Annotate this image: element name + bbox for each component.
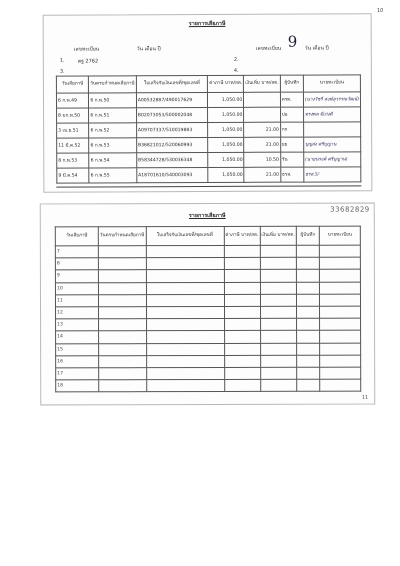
empty-cell — [99, 343, 146, 355]
empty-cell — [224, 245, 260, 257]
empty-cell — [260, 367, 296, 379]
empty-cell — [146, 380, 224, 392]
tax-amount: 1,050.00 — [208, 107, 244, 122]
col-header-extra: เงินเพิ่ม บาท/สต. — [260, 226, 296, 245]
empty-cell — [146, 355, 224, 367]
line-3-number: 3. — [59, 68, 65, 75]
empty-cell — [320, 343, 361, 355]
bleed-through-number: 33682829 — [330, 205, 370, 214]
empty-cell — [99, 355, 146, 367]
col-header-tax: ค่าภาษี บาท/สต. — [224, 226, 260, 245]
extra-amount — [244, 107, 280, 122]
empty-cell — [260, 343, 296, 355]
line-2-number: 2. — [233, 56, 239, 63]
empty-cell — [224, 294, 260, 306]
empty-cell — [99, 331, 146, 343]
table-row — [57, 107, 361, 123]
empty-cell — [296, 294, 319, 306]
empty-cell — [260, 318, 296, 330]
row-number: 8 — [55, 258, 98, 270]
empty-cell — [297, 367, 320, 379]
tax-record-card-top — [43, 13, 373, 192]
due-date: 6 ก.พ.52 — [89, 123, 136, 138]
empty-cell — [224, 282, 260, 294]
receipt-number: B58344728/530036348 — [136, 152, 208, 167]
recorder: กก — [280, 122, 303, 137]
due-date: 6 ก.พ.51 — [89, 108, 136, 123]
empty-cell — [99, 380, 146, 392]
table-row — [57, 167, 361, 183]
registrar-signature: ธรส.5/ — [304, 167, 361, 182]
empty-cell — [320, 306, 361, 318]
due-date: 6 ก.พ.55 — [89, 168, 136, 183]
recorder: ยย — [280, 137, 303, 152]
table-row — [55, 269, 360, 282]
receipt-number: A18701610/540003093 — [137, 167, 209, 182]
empty-cell — [296, 318, 319, 330]
tax-table-top — [56, 74, 361, 183]
empty-cell — [260, 270, 296, 282]
row-number: 14 — [56, 331, 99, 343]
empty-cell — [146, 294, 224, 306]
empty-cell — [260, 282, 296, 294]
paid-date: 8 มก.พ.50 — [57, 108, 89, 123]
col-header-due-date: วันครบกำหนดเสียภาษี — [89, 76, 136, 93]
empty-cell — [146, 270, 224, 282]
empty-cell — [260, 245, 296, 257]
recorder: ปอ — [280, 107, 303, 122]
empty-cell — [98, 258, 145, 270]
empty-cell — [320, 355, 361, 367]
empty-cell — [319, 257, 360, 269]
empty-cell — [99, 307, 146, 319]
row-number: 12 — [56, 307, 99, 319]
page-number-top: 10 — [377, 8, 384, 14]
empty-cell — [320, 282, 361, 294]
empty-cell — [320, 367, 361, 379]
table-row — [56, 318, 361, 331]
table-header-row — [56, 75, 360, 93]
receipt-number: A09707337/510019883 — [136, 122, 208, 137]
col-header-paid-date: วันเสียภาษี — [55, 227, 98, 246]
row-number: 16 — [56, 355, 99, 367]
receipt-number: B02073053/500002048 — [136, 107, 208, 122]
table-row — [57, 137, 361, 153]
row-number: 17 — [56, 368, 99, 380]
due-date: 6 ก.พ.54 — [89, 153, 136, 168]
table-row — [57, 152, 361, 168]
receipt-number: A00532887/490017629 — [136, 92, 208, 107]
table-row — [56, 343, 361, 356]
recorder: รัน — [280, 152, 303, 167]
row-number: 11 — [55, 295, 98, 307]
card-title: รายการเสียภาษี — [188, 212, 226, 220]
paid-date: 11 มี.ค.52 — [57, 138, 89, 153]
empty-cell — [146, 319, 224, 331]
table-row — [56, 330, 361, 343]
empty-cell — [260, 331, 296, 343]
line-1-plate: ตฐ 2762 — [77, 58, 99, 65]
tax-record-card-bottom — [40, 203, 376, 406]
header-right-label: เลขทะเบียน — [255, 45, 282, 52]
empty-cell — [146, 343, 224, 355]
row-number: 13 — [56, 319, 99, 331]
empty-cell — [260, 294, 296, 306]
registrar-signature — [303, 122, 360, 137]
empty-cell — [320, 330, 361, 342]
col-header-due-date: วันครบกำหนดเสียภาษี — [98, 227, 145, 246]
empty-cell — [296, 270, 319, 282]
empty-cell — [224, 318, 260, 330]
extra-amount: 21.00 — [244, 137, 280, 152]
col-header-receipt: ใบเสร็จรับเงินเลขที่/ชุดเลขที่ — [136, 75, 208, 92]
paid-date: 9 มี.ค.54 — [57, 168, 89, 183]
empty-cell — [260, 257, 296, 269]
registrar-signature: บุญส่ง ศรีบุญาน — [304, 137, 361, 152]
empty-cell — [297, 379, 320, 391]
row-number: 15 — [56, 343, 99, 355]
col-header-recorder: ผู้บันทึก — [296, 226, 319, 245]
empty-cell — [224, 306, 260, 318]
tax-amount: 1,050.00 — [208, 167, 244, 182]
header-left-label: เลขทะเบียน — [73, 46, 100, 53]
due-date: 6 ก.พ.53 — [89, 138, 136, 153]
empty-cell — [224, 355, 260, 367]
empty-cell — [297, 355, 320, 367]
empty-cell — [296, 282, 319, 294]
empty-cell — [224, 379, 260, 391]
empty-cell — [320, 379, 361, 391]
table-row — [56, 355, 361, 368]
empty-cell — [260, 355, 296, 367]
paid-date: 3 เม.ย.51 — [57, 123, 89, 138]
empty-cell — [98, 246, 145, 258]
receipt-number: B36821012/520060993 — [136, 137, 208, 152]
col-header-recorder: ผู้บันทึก — [280, 75, 303, 92]
tax-table-bottom — [55, 226, 361, 393]
table-row — [55, 282, 360, 295]
paid-date: 8 ก.พ.53 — [57, 153, 89, 168]
extra-amount: 21.00 — [244, 167, 280, 182]
tax-amount: 1,050.00 — [208, 137, 244, 152]
empty-cell — [146, 245, 224, 257]
paid-date: 6 ก.พ.49 — [56, 93, 88, 108]
col-header-paid-date: วันเสียภาษี — [56, 76, 88, 93]
empty-cell — [224, 270, 260, 282]
due-date: 6 ก.พ.50 — [89, 93, 136, 108]
extra-amount — [244, 92, 280, 107]
empty-cell — [297, 343, 320, 355]
line-4-number: 4. — [233, 67, 239, 74]
page-number-bottom: 11 — [361, 394, 369, 401]
empty-cell — [319, 269, 360, 281]
row-number: 10 — [55, 282, 98, 294]
empty-cell — [99, 270, 146, 282]
empty-cell — [99, 282, 146, 294]
table-row — [56, 306, 361, 319]
empty-cell — [297, 331, 320, 343]
table-row — [56, 367, 361, 380]
table-bottom-rule — [56, 185, 361, 187]
registrar-signature: ทรงพล มีเก่งดี — [303, 107, 360, 122]
table-header-row — [55, 226, 360, 246]
col-header-tax: ค่าภาษี บาท/สต. — [208, 75, 244, 92]
header-right-mark: 9 — [287, 32, 298, 51]
extra-amount: 10.50 — [244, 152, 280, 167]
header-left-date: วัน เดือน ปี — [136, 46, 161, 53]
row-number: 7 — [55, 246, 98, 258]
tax-amount: 1,050.00 — [208, 122, 244, 137]
registrar-signature: (นายนรงค์ ศรีบุญาน) — [304, 152, 361, 167]
empty-cell — [260, 306, 296, 318]
empty-cell — [99, 294, 146, 306]
empty-cell — [296, 306, 319, 318]
row-number: 9 — [55, 270, 98, 282]
table-row — [57, 122, 361, 138]
table-row — [56, 379, 361, 392]
empty-cell — [146, 282, 224, 294]
empty-cell — [319, 245, 360, 257]
empty-cell — [224, 343, 260, 355]
col-header-extra: เงินเพิ่ม บาท/สต. — [244, 75, 280, 92]
empty-cell — [260, 379, 296, 391]
tax-amount: 1,050.00 — [208, 152, 244, 167]
extra-amount: 21.00 — [244, 122, 280, 137]
empty-cell — [224, 331, 260, 343]
empty-cell — [146, 367, 224, 379]
col-header-registrar: นายทะเบียน — [303, 75, 360, 92]
empty-cell — [224, 367, 260, 379]
line-1-number: 1. — [59, 57, 65, 64]
table-row — [56, 92, 360, 108]
empty-cell — [146, 306, 224, 318]
empty-cell — [320, 294, 361, 306]
recorder: ตรต. — [280, 92, 303, 107]
col-header-registrar: นายทะเบียน — [319, 226, 360, 245]
header-right-date: วัน เดือน ปี — [304, 45, 329, 52]
empty-cell — [99, 368, 146, 380]
empty-cell — [224, 258, 260, 270]
col-header-receipt: ใบเสร็จรับเงินเลขที่/ชุดเลขที่ — [146, 226, 224, 245]
card-title: รายการเสียภาษี — [188, 20, 226, 28]
table-row — [55, 245, 360, 258]
row-number: 18 — [56, 380, 99, 392]
recorder: ธรส. — [281, 167, 304, 182]
tax-amount: 1,050.00 — [208, 92, 244, 107]
empty-cell — [296, 257, 319, 269]
table-row — [55, 257, 360, 270]
table-row — [55, 294, 360, 307]
empty-cell — [99, 319, 146, 331]
registrar-signature: (นางวัชรี สงฆ์สุวรรณวัฒน์) — [303, 92, 360, 107]
empty-cell — [296, 245, 319, 257]
empty-cell — [146, 331, 224, 343]
empty-cell — [320, 318, 361, 330]
empty-cell — [146, 258, 224, 270]
